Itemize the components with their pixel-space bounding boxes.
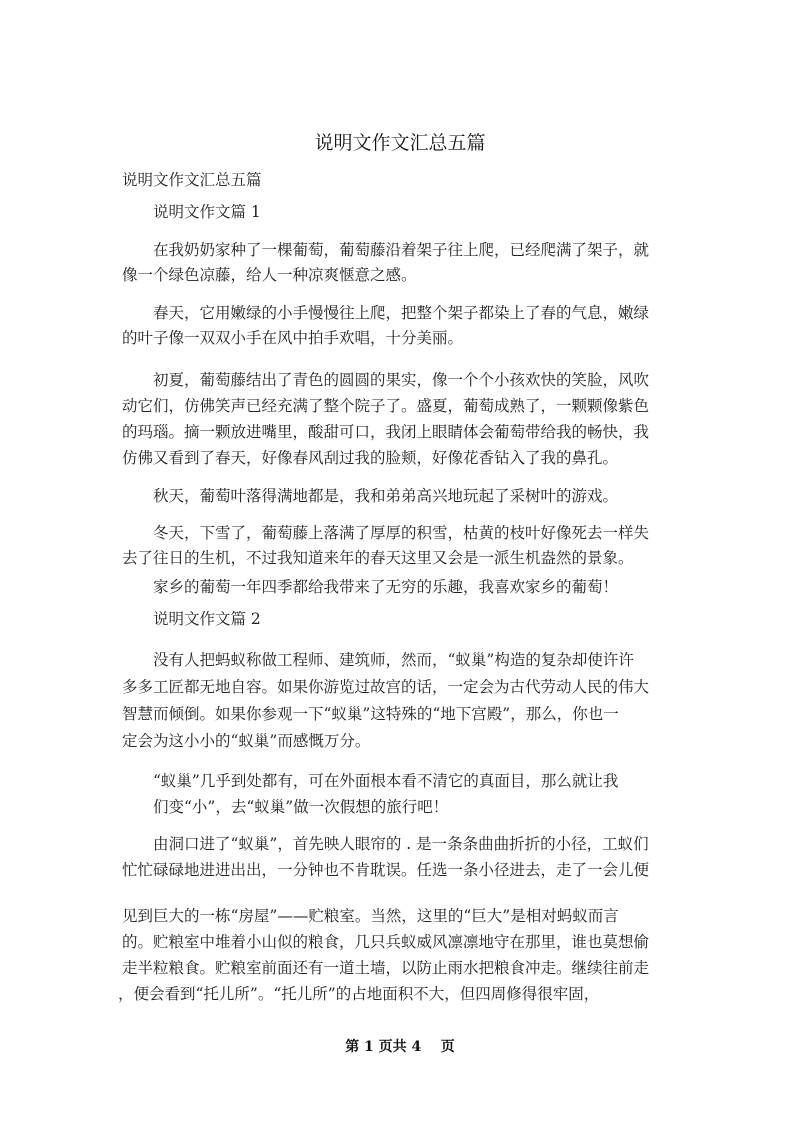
paragraph-line: 的叶子像一双双小手在风中拍手欢唱，十分美丽。 (122, 329, 464, 347)
paragraph-line: 由洞口进了“蚁巢”，首先映人眼帘的 . 是一条条曲曲折折的小径，工蚁们 (153, 835, 649, 853)
paragraph-line: ，便会看到“托儿所”。“托儿所”的占地面积不大，但四周修得很牢固， (118, 985, 600, 1003)
paragraph-line: 走半粒粮食。贮粮室前面还有一道土墙，以防止雨水把粮食冲走。继续往前走 (122, 959, 650, 977)
paragraph-line: 在我奶奶家种了一棵葡萄，葡萄藤沿着架子往上爬，已经爬满了架子，就 (153, 241, 650, 259)
paragraph-line: 定会为这小小的“蚁巢”而感慨万分。 (122, 732, 371, 750)
paragraph-line: 秋天，葡萄叶落得满地都是，我和弟弟高兴地玩起了采树叶的游戏。 (153, 487, 619, 505)
paragraph-line: 家乡的葡萄一年四季都给我带来了无穷的乐趣，我喜欢家乡的葡萄！ (153, 578, 619, 596)
section-heading: 说明文作文篇 2 (153, 610, 261, 628)
document-subtitle: 说明文作文汇总五篇 (122, 171, 262, 189)
paragraph-line: 像一个绿色凉藤，给人一种凉爽惬意之感。 (122, 266, 417, 284)
paragraph-line: 没有人把蚂蚁称做工程师、建筑师，然而，“蚁巢”构造的复杂却使许许 (153, 651, 634, 669)
document-title: 说明文作文汇总五篇 (314, 132, 486, 154)
paragraph-line: 初夏，葡萄藤结出了青色的圆圆的果实，像一个个小孩欢快的笑脸，风吹 (153, 371, 650, 389)
paragraph-line: 动它们，仿佛笑声已经充满了整个院子了。盛夏，葡萄成熟了，一颗颗像紫色 (122, 397, 650, 415)
paragraph-line: 去了往日的生机，不过我知道来年的春天这里又会是一派生机盎然的景象。 (122, 549, 634, 567)
paragraph-line: 仿佛又看到了春天，好像春风刮过我的脸颊，好像花香钻入了我的鼻孔。 (122, 449, 619, 467)
section-heading: 说明文作文篇 1 (153, 203, 261, 221)
paragraph-line: 的。贮粮室中堆着小山似的粮食，几只兵蚁威风凛凛地守在那里，谁也莫想偷 (122, 933, 650, 951)
paragraph-line: 们变“小”，去“蚁巢”做一次假想的旅行吧！ (153, 798, 449, 816)
paragraph-line: “蚁巢”几乎到处都有，可在外面根本看不清它的真面目，那么就让我 (153, 772, 619, 790)
paragraph-line: 忙忙碌碌地进进出出，一分钟也不肯耽误。任选一条小径进去，走了一会儿便 (122, 861, 650, 879)
paragraph-line: 多多工匠都无地自容。如果你游览过故宫的话，一定会为古代劳动人民的伟大 (122, 678, 650, 696)
paragraph-line: 的玛瑙。摘一颗放进嘴里，酸甜可口，我闭上眼睛体会葡萄带给我的畅快，我 (122, 423, 650, 441)
page-footer: 第 1 页共 4 页 (345, 1039, 455, 1055)
paragraph-line: 春天，它用嫩绿的小手慢慢往上爬，把整个架子都染上了春的气息，嫩绿 (153, 304, 650, 322)
paragraph-line: 冬天，下雪了，葡萄藤上落满了厚厚的积雪，枯黄的枝叶好像死去一样失 (153, 524, 650, 542)
paragraph-line: 智慧而倾倒。如果你参观一下“蚁巢”这特殊的“地下宫殿”，那么，你也一 (122, 705, 619, 723)
paragraph-line: 见到巨大的一栋“房屋”——贮粮室。当然，这里的“巨大”是相对蚂蚁而言 (122, 907, 619, 925)
